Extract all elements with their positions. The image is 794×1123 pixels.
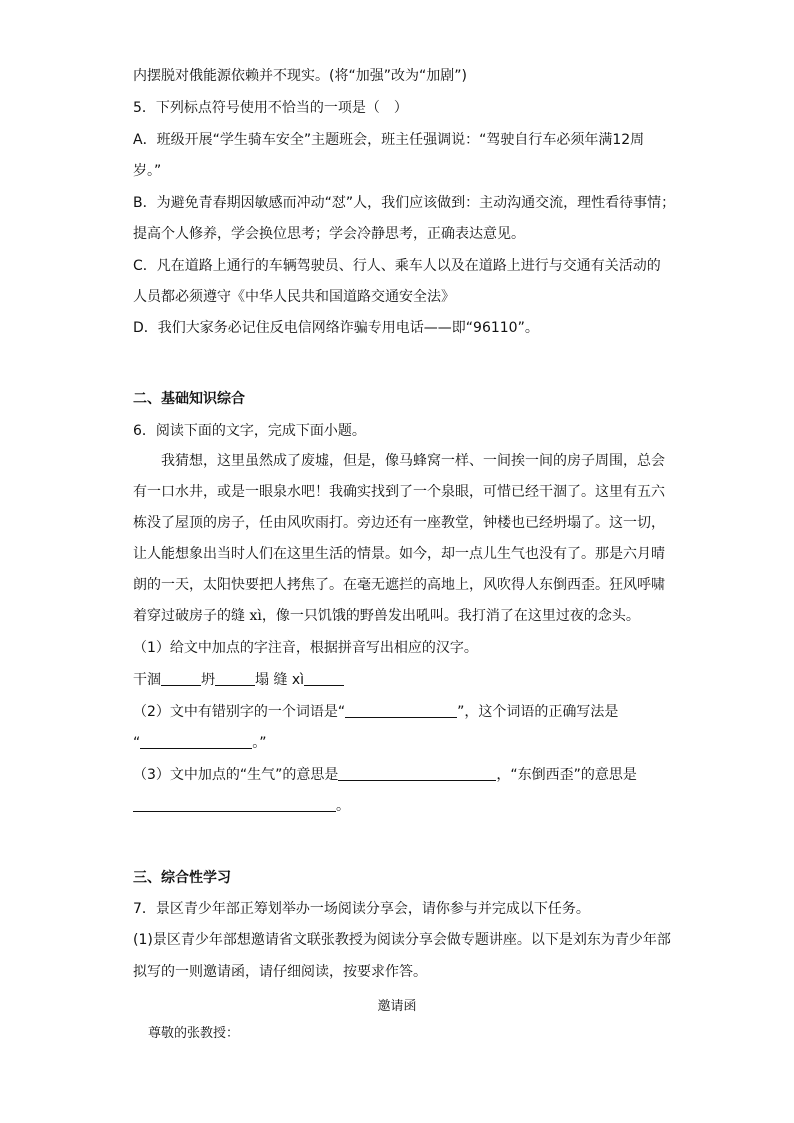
answer-blank[interactable] — [133, 797, 336, 812]
section-heading-3: 三、综合性学习 — [133, 870, 231, 886]
subquestion-text: ，“东倒西歪”的意思是 — [496, 767, 637, 783]
subquestion-1-blanks — [133, 670, 344, 690]
answer-blank[interactable] — [304, 671, 344, 686]
answer-blank[interactable] — [215, 671, 255, 686]
answer-blank[interactable] — [140, 734, 252, 749]
word-label: 坍 — [201, 672, 215, 688]
subquestion-text: ”，这个词语的正确写法是 — [457, 704, 619, 720]
subquestion-text: “ — [133, 735, 141, 751]
text-line: 内摆脱对俄能源依赖并不现实。(将“加强”改为“加剧”) — [133, 68, 467, 84]
option-c: C．凡在道路上通行的车辆驾驶员、行人、乘车人以及在道路上进行与交通有关活动的 — [133, 258, 661, 274]
option-d: D．我们大家务必记住反电信网络诈骗专用电话——即“96110”。 — [133, 320, 539, 336]
answer-blank[interactable] — [338, 766, 496, 781]
subquestion-1: （1）给文中加点的字注音，根据拼音写出相应的汉字。 — [133, 640, 478, 656]
subquestion-2 — [133, 702, 618, 722]
subquestion-text: 。” — [252, 735, 267, 751]
passage-line: 栋没了屋顶的房子，任由风吹雨打。旁边还有一座教堂，钟楼也已经坍塌了。这一切， — [133, 515, 665, 531]
letter-title: 邀请函 — [377, 999, 417, 1014]
letter-salutation: 尊敬的张教授： — [148, 1026, 240, 1041]
option-c-cont: 人员都必须遵守《中华人民共和国道路交通安全法》 — [133, 289, 455, 305]
option-a: A．班级开展“学生骑车安全”主题班会，班主任强调说：“驾驶自行车必须年满12周 — [133, 132, 645, 148]
passage-line: 让人能想象出当时人们在这里生活的情景。如今，却一点儿生气也没有了。那是六月晴 — [133, 546, 665, 562]
subquestion-3-cont — [133, 796, 350, 816]
section-heading-2: 二、基础知识综合 — [133, 391, 245, 407]
subquestion-3 — [133, 765, 637, 785]
subquestion-text: 。 — [336, 798, 350, 814]
passage-line: 着穿过破房子的缝 xì，像一只饥饿的野兽发出吼叫。我打消了在这里过夜的念头。 — [133, 608, 640, 624]
option-a-cont: 岁。” — [133, 163, 162, 179]
answer-blank[interactable] — [161, 671, 201, 686]
reading-passage — [133, 446, 663, 632]
passage-line: 我猜想，这里虽然成了废墟，但是，像马蜂窝一样、一间挨一间的房子周围，总会 — [161, 453, 665, 469]
passage-line: 朗的一天，太阳快要把人拷焦了。在毫无遮拦的高地上，风吹得人东倒西歪。狂风呼啸 — [133, 577, 665, 593]
passage-line: 有一口水井，或是一眼泉水吧！我确实找到了一个泉眼，可惜已经干涸了。这里有五六 — [133, 484, 665, 500]
task-1-cont: 拟写的一则邀请函，请仔细阅读，按要求作答。 — [133, 964, 427, 980]
word-label: 塌 缝 xì — [255, 672, 305, 688]
question-7: 7．景区青少年部正筹划举办一场阅读分享会，请你参与并完成以下任务。 — [133, 901, 590, 917]
question-6: 6．阅读下面的文字，完成下面小题。 — [133, 423, 366, 439]
subquestion-text: （3）文中加点的“生气”的意思是 — [133, 767, 339, 783]
question-5: 5．下列标点符号使用不恰当的一项是（ ） — [133, 100, 408, 116]
subquestion-2-cont — [133, 733, 267, 753]
option-b: B．为避免青春期因敏感而冲动“怼”人，我们应该做到：主动沟通交流，理性看待事情； — [133, 195, 676, 211]
task-1: (1)景区青少年部想邀请省文联张教授为阅读分享会做专题讲座。以下是刘东为青少年部 — [133, 932, 671, 948]
answer-blank[interactable] — [345, 703, 457, 718]
option-b-cont: 提高个人修养，学会换位思考；学会冷静思考，正确表达意见。 — [133, 226, 525, 242]
word-label: 干涸 — [133, 672, 161, 688]
subquestion-text: （2）文中有错别字的一个词语是“ — [133, 704, 346, 720]
